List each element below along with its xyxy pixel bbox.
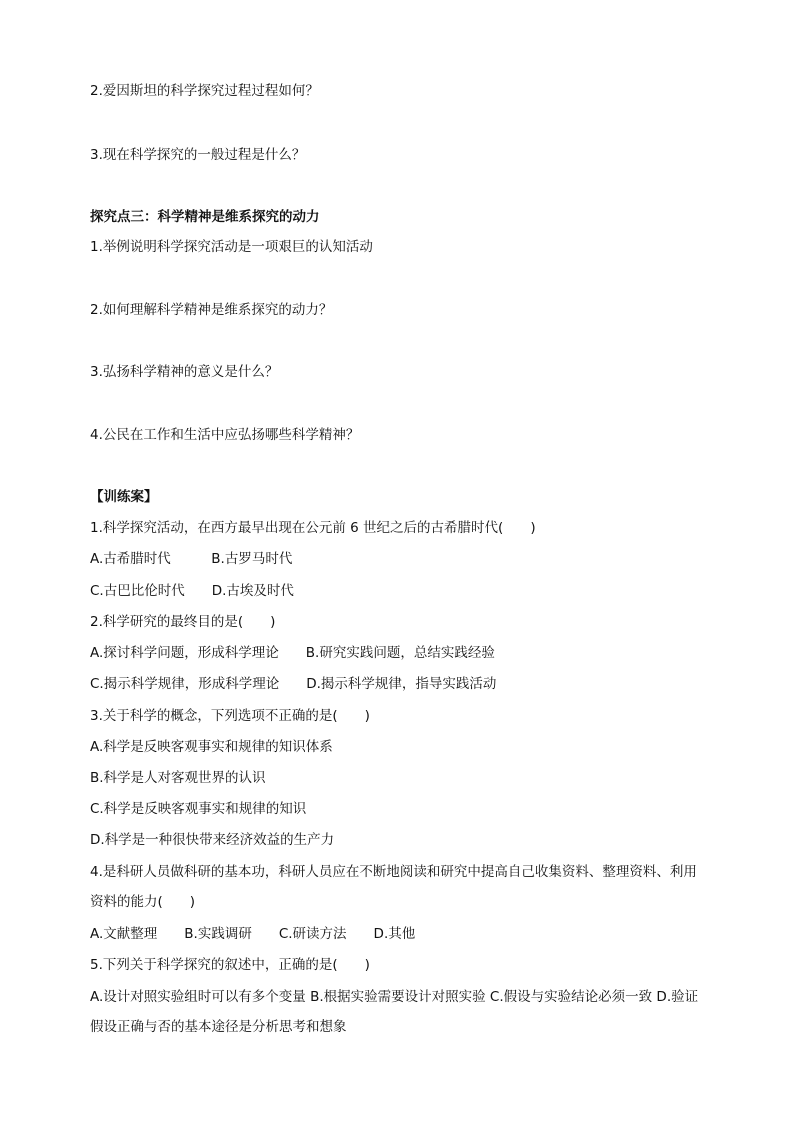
question-stem: 4.是科研人员做科研的基本功，科研人员应在不断地阅读和研究中提高自己收集资料、整理资料、利用资料的能力( )	[90, 864, 697, 910]
question-text: 2.如何理解科学精神是维系探究的动力？	[90, 302, 333, 318]
option-line: D.科学是一种很快带来经济效益的生产力	[90, 832, 335, 848]
option-line: A.设计对照实验组时可以有多个变量 B.根据实验需要设计对照实验 C.假设与实验结论必须一致 D.验证假设正确与否的基本途径是分析思考和想象	[90, 989, 699, 1035]
option-line: A.文献整理 B.实践调研 C.研读方法 D.其他	[90, 926, 416, 942]
option-line: B.科学是人对客观世界的认识	[90, 770, 266, 786]
question-text: 4.公民在工作和生活中应弘扬哪些科学精神？	[90, 427, 360, 443]
section-heading: 【训练案】	[90, 489, 158, 505]
question-stem: 3.关于科学的概念，下列选项不正确的是( )	[90, 708, 370, 724]
question-stem: 5.下列关于科学探究的叙述中，正确的是( )	[90, 957, 370, 973]
section-heading: 探究点三：科学精神是维系探究的动力	[90, 209, 320, 225]
option-line: C.揭示科学规律，形成科学理论 D.揭示科学规律，指导实践活动	[90, 676, 497, 692]
question-text: 3.现在科学探究的一般过程是什么？	[90, 147, 306, 163]
option-line: A.古希腊时代 B.古罗马时代	[90, 551, 293, 567]
question-stem: 1.科学探究活动，在西方最早出现在公元前 6 世纪之后的古希腊时代( )	[90, 520, 536, 536]
question-text: 2.爱因斯坦的科学探究过程过程如何？	[90, 83, 319, 99]
question-text: 1.举例说明科学探究活动是一项艰巨的认知活动	[90, 239, 373, 255]
option-line: C.科学是反映客观事实和规律的知识	[90, 801, 307, 817]
question-text: 3.弘扬科学精神的意义是什么？	[90, 364, 279, 380]
question-stem: 2.科学研究的最终目的是( )	[90, 614, 276, 630]
option-line: A.科学是反映客观事实和规律的知识体系	[90, 739, 333, 755]
option-line: A.探讨科学问题，形成科学理论 B.研究实践问题，总结实践经验	[90, 645, 495, 661]
option-line: C.古巴比伦时代 D.古埃及时代	[90, 583, 294, 599]
